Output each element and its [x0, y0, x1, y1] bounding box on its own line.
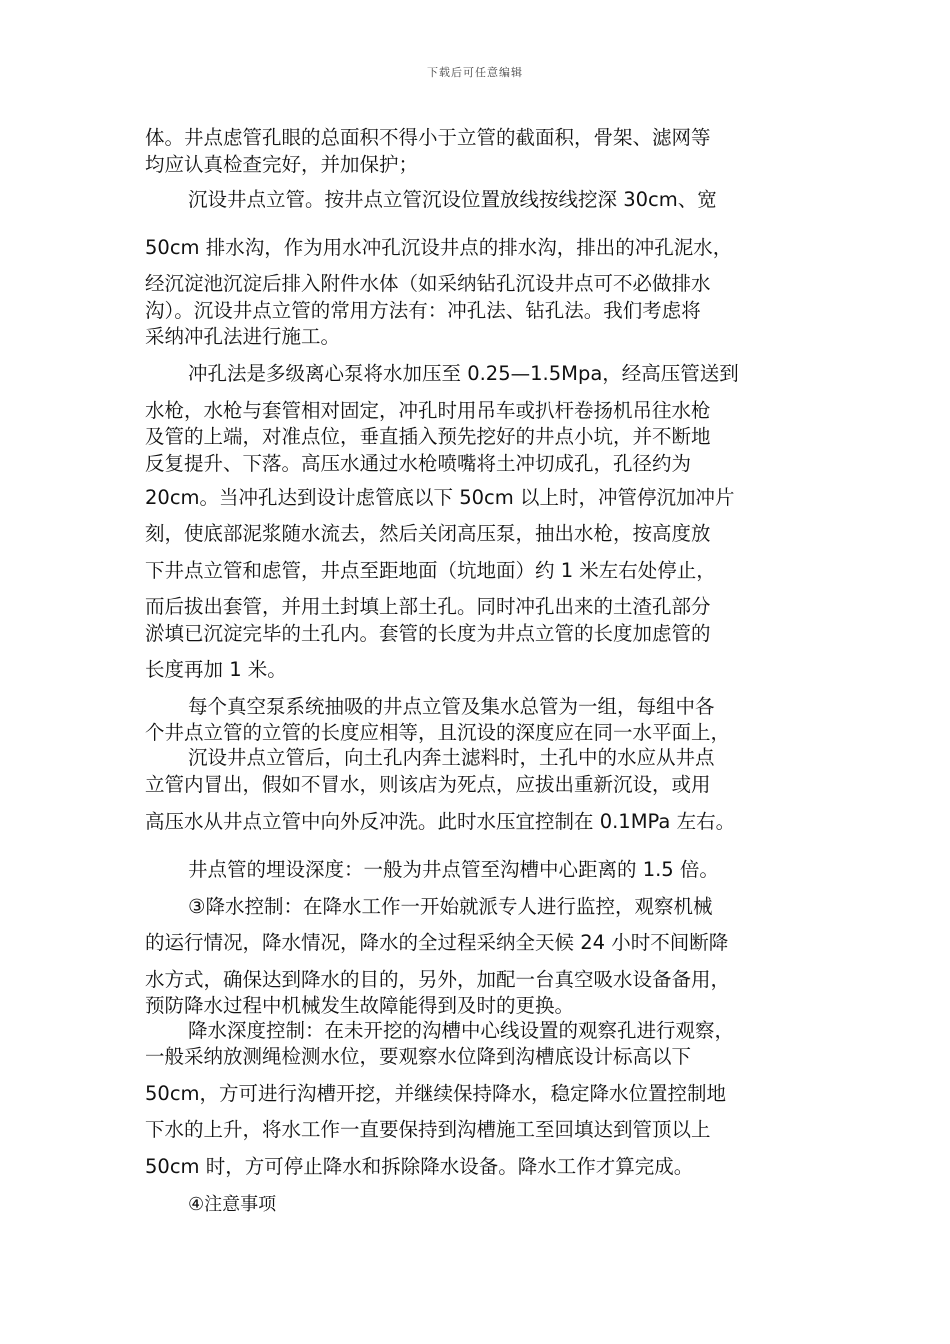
paragraph-start-line: 冲孔法是多级离心泵将水加压至 0.25—1.5Mpa，经高压管送到 — [188, 362, 739, 385]
body-line: 刻，使底部泥浆随水流去，然后关闭高压泵，抽出水枪，按高度放 — [145, 522, 711, 545]
body-line: 高压水从井点立管中向外反冲洗。此时水压宜控制在 0.1MPa 左右。 — [145, 810, 736, 833]
paragraph-start-line: 每个真空泵系统抽吸的井点立管及集水总管为一组，每组中各 — [188, 695, 715, 718]
body-line: 水枪，水枪与套管相对固定，冲孔时用吊车或扒杆卷扬机吊往水枪 — [145, 399, 711, 422]
body-line: 立管内冒出，假如不冒水，则该店为死点，应拔出重新沉设，或用 — [145, 773, 711, 796]
body-line: 水方式，确保达到降水的目的，另外，加配一台真空吸水设备备用， — [145, 968, 731, 991]
paragraph-start-line: 井点管的埋设深度：一般为井点管至沟槽中心距离的 1.5 倍。 — [188, 858, 719, 881]
body-line: 50cm 时，方可停止降水和拆除降水设备。降水工作才算完成。 — [145, 1155, 694, 1178]
body-line: 下水的上升，将水工作一直要保持到沟槽施工至回填达到管顶以上 — [145, 1118, 711, 1141]
body-line: 下井点立管和虑管，井点至距地面（坑地面）约 1 米左右处停止， — [145, 559, 716, 582]
body-line: 长度再加 1 米。 — [145, 658, 287, 681]
body-line: 淤填已沉淀完毕的土孔内。套管的长度为井点立管的长度加虑管的 — [145, 622, 711, 645]
paragraph-start-line: ③降水控制：在降水工作一开始就派专人进行监控，观察机械 — [188, 895, 713, 918]
body-line: 一般采纳放测绳检测水位，要观察水位降到沟槽底设计标高以下 — [145, 1045, 692, 1068]
body-line: 预防降水过程中机械发生故障能得到及时的更换。 — [145, 994, 575, 1017]
body-line: 而后拔出套管，并用土封填上部土孔。同时冲孔出来的土渣孔部分 — [145, 595, 711, 618]
body-line: 的运行情况，降水情况，降水的全过程采纳全天候 24 小时不间断降 — [145, 931, 729, 954]
body-line: 经沉淀池沉淀后排入附件水体（如采纳钻孔沉设井点可不必做排水 — [145, 272, 711, 295]
paragraph-start-line: 降水深度控制：在未开挖的沟槽中心线设置的观察孔进行观察， — [188, 1019, 735, 1042]
body-line: 均应认真检查完好，并加保护； — [145, 153, 419, 176]
body-line: 50cm 排水沟，作为用水冲孔沉设井点的排水沟，排出的冲孔泥水， — [145, 236, 733, 259]
body-line: 个井点立管的立管的长度应相等，且沉设的深度应在同一水平面上， — [145, 721, 731, 744]
body-line: 20cm。当冲孔达到设计虑管底以下 50cm 以上时，冲管停沉加冲片 — [145, 486, 735, 509]
paragraph-start-line: 沉设井点立管。按井点立管沉设位置放线按线挖深 30cm、宽 — [188, 188, 717, 211]
body-line: 体。井点虑管孔眼的总面积不得小于立管的截面积，骨架、滤网等 — [145, 126, 711, 149]
body-line: 及管的上端，对准点位，垂直插入预先挖好的井点小坑，并不断地 — [145, 425, 711, 448]
page-header-note: 下载后可任意编辑 — [427, 66, 523, 79]
body-line: 采纳冲孔法进行施工。 — [145, 325, 341, 348]
paragraph-start-line: 沉设井点立管后，向土孔内奔土滤料时，土孔中的水应从井点 — [188, 746, 715, 769]
body-line: 50cm，方可进行沟槽开挖，并继续保持降水，稳定降水位置控制地 — [145, 1082, 727, 1105]
body-line: 沟）。沉设井点立管的常用方法有：冲孔法、钻孔法。我们考虑将 — [145, 299, 701, 322]
body-line: 反复提升、下落。高压水通过水枪喷嘴将土冲切成孔，孔径约为 — [145, 452, 692, 475]
section-heading: ④注意事项 — [188, 1194, 277, 1215]
